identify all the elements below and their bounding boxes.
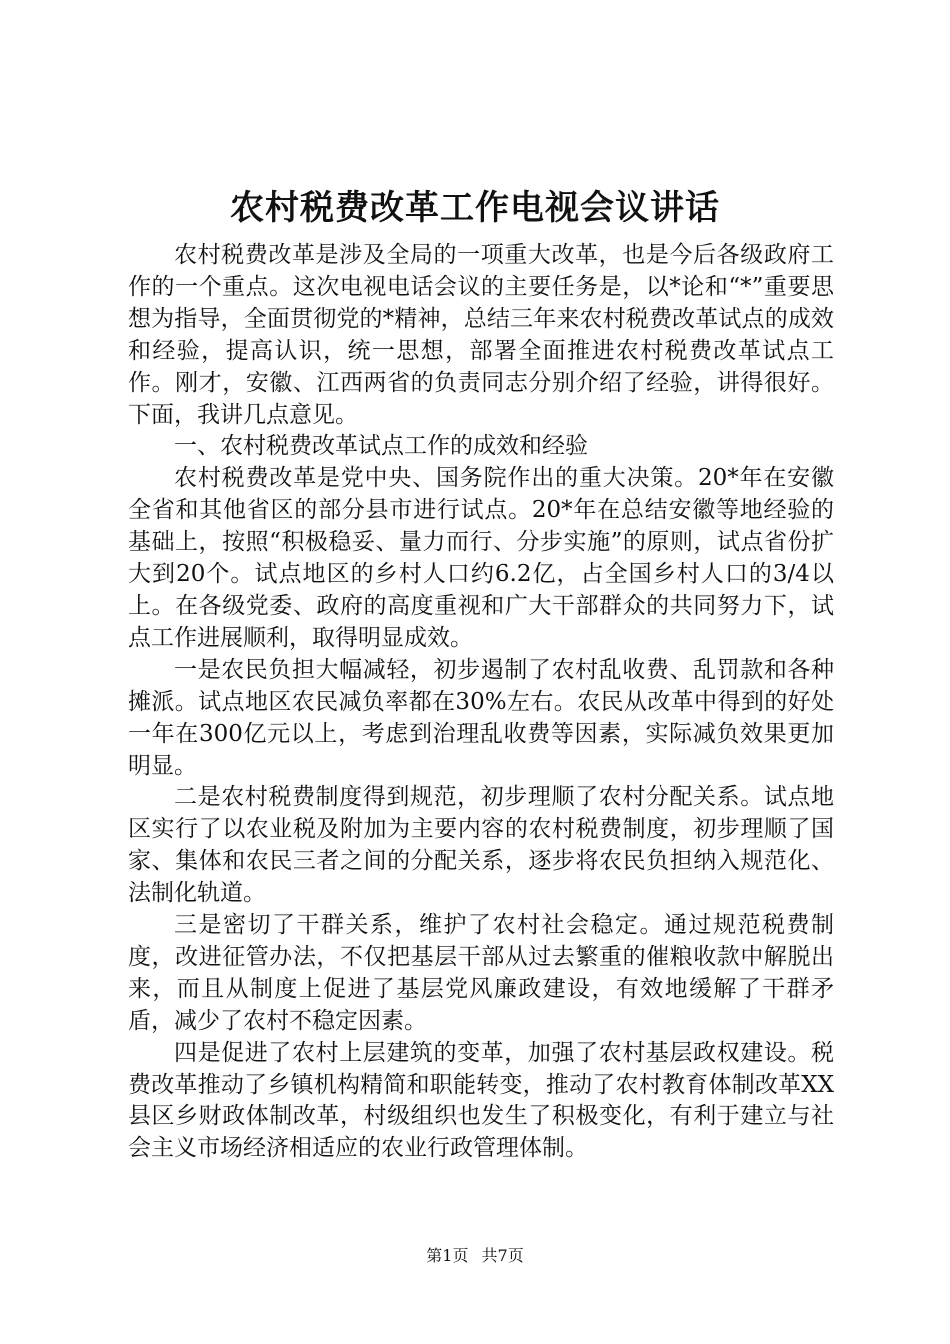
paragraph-point-4: 四是促进了农村上层建筑的变革，加强了农村基层政权建设。税费改革推动了乡镇机构精简和职能转变，推动了农村教育体制改革XX县区乡财政体制改革，村级组织也发生了积极变化，有利于建立与社会主义市场经济相适应的农业行政管理体制。 [128,1039,834,1162]
document-title: 农村税费改革工作电视会议讲话 [230,188,720,228]
paragraph-background: 农村税费改革是党中央、国务院作出的重大决策。20*年在安徽全省和其他省区的部分县市进行试点。20*年在总结安徽等地经验的基础上，按照“积极稳妥、量力而行、分步实施”的原则，试点省份扩大到20个。试点地区的乡村人口约6.2亿，占全国乡村人口的3/4以上。在各级党委、政府的高度重视和广大干部群众的共同努力下，试点工作进展顺利，取得明显成效。 [128,465,834,651]
paragraph-point-2: 二是农村税费制度得到规范，初步理顺了农村分配关系。试点地区实行了以农业税及附加为主要内容的农村税费制度，初步理顺了国家、集体和农民三者之间的分配关系，逐步将农民负担纳入规范化、法制化轨道。 [128,784,834,907]
page-number-total: 共7页 [481,1246,524,1265]
paragraph-point-3: 三是密切了干群关系，维护了农村社会稳定。通过规范税费制度，改进征管办法，不仅把基层干部从过去繁重的催粮收款中解脱出来，而且从制度上促进了基层党风廉政建设，有效地缓解了干群矛盾，减少了农村不稳定因素。 [128,912,834,1034]
paragraph-intro: 农村税费改革是涉及全局的一项重大改革，也是今后各级政府工作的一个重点。这次电视电话会议的主要任务是，以*论和“*”重要思想为指导，全面贯彻党的*精神，总结三年来农村税费改革试点的成效和经验，提高认识，统一思想，部署全面推进农村税费改革试点工作。刚才，安徽、江西两省的负责同志分别介绍了经验，讲得很好。下面，我讲几点意见。 [128,242,834,428]
document-body [128,240,834,1165]
paragraph-point-1: 一是农民负担大幅减轻，初步遏制了农村乱收费、乱罚款和各种摊派。试点地区农民减负率都在30%左右。农民从改革中得到的好处一年在300亿元以上，考虑到治理乱收费等因素，实际减负效果更加明显。 [128,656,834,779]
section-heading-1: 一、农村税费改革试点工作的成效和经验 [174,433,588,460]
page-footer [0,1244,950,1268]
page-number-current: 第1页 [426,1246,469,1265]
